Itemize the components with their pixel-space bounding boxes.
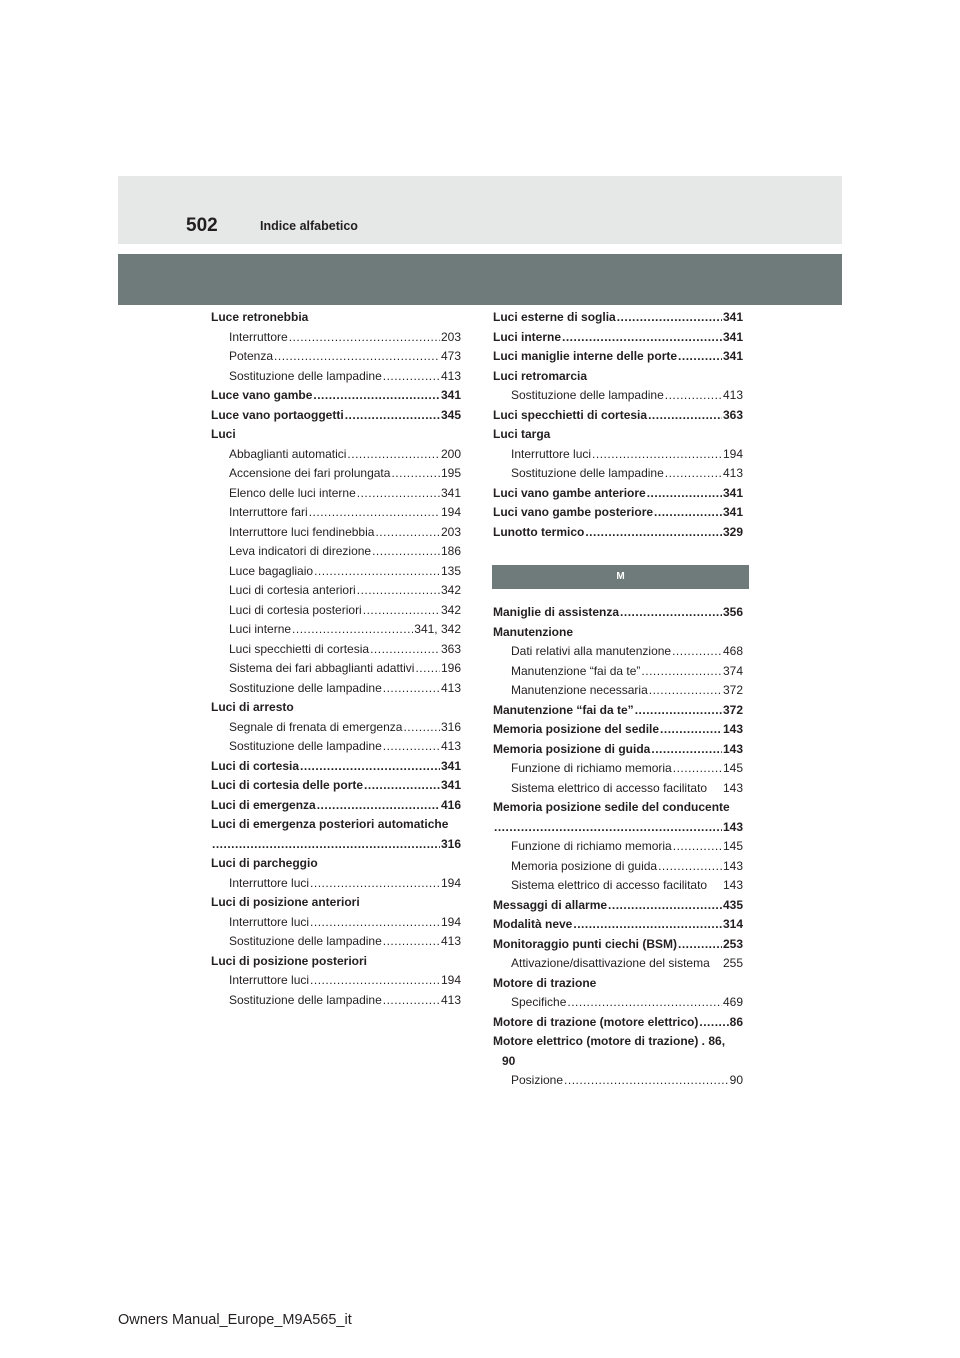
- index-entry-page: 341: [722, 505, 743, 519]
- index-entry: [211, 796, 461, 816]
- index-subentry: [493, 876, 743, 896]
- dot-leader: [585, 523, 722, 543]
- index-group-l: [493, 308, 743, 542]
- index-subentry: [211, 991, 461, 1011]
- index-entry-page: 203: [440, 329, 461, 344]
- index-entry-term: Sistema elettrico di accesso facilitato: [511, 780, 708, 795]
- index-subentry: [211, 679, 461, 699]
- index-entry-term: Luci di cortesia: [211, 758, 300, 773]
- index-entry-page: 316: [440, 719, 461, 734]
- index-entry-page: 143: [722, 741, 743, 756]
- index-entry-term: Potenza: [229, 349, 274, 363]
- index-subentry: [493, 857, 743, 877]
- index-entry: [493, 701, 743, 721]
- header-band: [118, 176, 842, 244]
- index-subentry: [493, 1071, 743, 1091]
- index-entry-term: Interruttore luci: [229, 914, 310, 929]
- index-entry-page: 341: [722, 485, 743, 500]
- index-entry-page: 145: [722, 839, 743, 853]
- dot-leader: [651, 740, 722, 760]
- index-entry-page: 329: [722, 524, 743, 539]
- index-entry-page: 374: [722, 663, 743, 678]
- index-entry-term: Luci di emergenza: [211, 797, 316, 812]
- index-entry-page: 363: [722, 407, 743, 422]
- index-entry-page: 413: [440, 368, 461, 383]
- index-entry: [493, 896, 743, 916]
- dot-leader: [678, 347, 722, 367]
- index-group-m: [493, 603, 743, 1091]
- index-entry-term: Sostituzione delle lampadine: [511, 388, 664, 402]
- index-entry-page: 345: [440, 407, 461, 422]
- index-subentry: [493, 759, 743, 779]
- index-entry-term: Motore di trazione (motore elettrico): [493, 1014, 699, 1029]
- dot-leader: [310, 874, 440, 894]
- index-entry-page: 413: [440, 992, 461, 1007]
- letter-heading-m: M: [492, 565, 749, 589]
- index-subentry: [211, 484, 461, 504]
- index-subentry: [493, 642, 743, 662]
- dot-leader: [641, 662, 722, 682]
- index-entry-term: Manutenzione “fai da te”: [493, 702, 634, 717]
- index-entry-page: 413: [440, 680, 461, 695]
- index-entry: [493, 503, 743, 523]
- dot-leader: [665, 464, 722, 484]
- index-entry-term: Luci: [211, 427, 236, 441]
- index-entry-page: 196: [440, 661, 461, 675]
- index-entry-page: 341: [440, 388, 461, 402]
- index-entry: [493, 367, 743, 387]
- index-entry: [493, 308, 743, 328]
- index-entry-page: 473: [440, 349, 461, 363]
- index-entry-term: Luci interne: [229, 622, 292, 636]
- dot-leader: [562, 328, 722, 348]
- dot-leader: [383, 737, 440, 757]
- index-entry-term: Luce vano portaoggetti: [211, 407, 344, 422]
- index-entry-page: 194: [440, 914, 461, 929]
- index-entry-page: 468: [722, 644, 743, 658]
- index-subentry: [211, 464, 461, 484]
- index-entry-term: 90: [502, 1053, 516, 1068]
- index-entry-term: Maniglie di assistenza: [493, 605, 620, 619]
- index-entry-term: Luci maniglie interne delle porte: [493, 349, 678, 363]
- index-entry-term: Abbaglianti automatici: [229, 446, 347, 461]
- index-subentry: [493, 837, 743, 857]
- index-entry-term: Monitoraggio punti ciechi (BSM): [493, 936, 677, 951]
- header-dark-band: [118, 254, 842, 305]
- index-entry-term: Luci di emergenza posteriori automatiche: [211, 817, 449, 831]
- index-entry: [211, 406, 461, 426]
- index-entry: [493, 798, 743, 818]
- index-subentry: [211, 971, 461, 991]
- index-entry-page: 194: [440, 973, 461, 987]
- dot-leader: [383, 367, 440, 387]
- index-entry-page: 363: [440, 641, 461, 656]
- index-entry-page: 435: [722, 897, 743, 912]
- index-entry-page: 372: [722, 702, 743, 717]
- index-entry-term: Luci di cortesia delle porte: [211, 778, 364, 792]
- dot-leader: [567, 993, 722, 1013]
- dot-leader: [383, 679, 440, 699]
- dot-leader: [309, 503, 440, 523]
- index-subentry: [211, 503, 461, 523]
- index-entry-term: Specifiche: [511, 995, 567, 1009]
- dot-leader: [678, 935, 722, 955]
- index-entry-term: Dati relativi alla manutenzione: [511, 644, 672, 658]
- index-entry-term: Manutenzione: [493, 624, 573, 639]
- index-entry-term: Segnale di frenata di emergenza: [229, 719, 403, 734]
- index-entry-term: Interruttore luci fendinebbia: [229, 524, 375, 539]
- index-subentry: [493, 464, 743, 484]
- index-subentry: [493, 993, 743, 1013]
- index-subentry: [493, 681, 743, 701]
- index-entry-page: 143: [722, 819, 743, 834]
- index-entry-page: 194: [440, 505, 461, 519]
- index-entry-page: 253: [722, 936, 743, 951]
- index-entry-page: 413: [440, 739, 461, 753]
- index-entry-page: 143: [722, 878, 743, 892]
- dot-leader: [372, 542, 440, 562]
- dot-leader: [647, 484, 722, 504]
- index-entry-term: Luce retronebbia: [211, 310, 309, 324]
- dot-leader: [375, 523, 440, 543]
- index-entry-term: Luci retromarcia: [493, 368, 588, 383]
- index-entry-term: Messaggi di allarme: [493, 897, 608, 912]
- index-entry: [493, 740, 743, 760]
- index-entry-term: Manutenzione “fai da te”: [511, 663, 641, 678]
- index-entry-term: Elenco delle luci interne: [229, 485, 356, 500]
- index-entry-page: 469: [722, 995, 743, 1009]
- index-entry: [211, 776, 461, 796]
- index-entry-term: Motore di trazione: [493, 975, 597, 990]
- index-entry-term: Luci vano gambe posteriore: [493, 505, 654, 519]
- index-entry-page: 143: [722, 780, 743, 795]
- index-subentry: [211, 874, 461, 894]
- index-subentry: [211, 718, 461, 738]
- index-entry-term: Luci targa: [493, 427, 551, 441]
- dot-leader: [494, 818, 722, 838]
- dot-leader: [635, 701, 722, 721]
- dot-leader: [274, 347, 440, 367]
- index-entry-term: Accensione dei fari prolungata: [229, 466, 391, 480]
- dot-leader: [292, 620, 413, 640]
- index-entry-term: Interruttore luci: [229, 875, 310, 890]
- index-entry-term: Funzione di richiamo memoria: [511, 761, 672, 775]
- dot-leader: [363, 601, 440, 621]
- index-entry-page: 143: [722, 722, 743, 736]
- dot-leader: [370, 640, 440, 660]
- dot-leader: [617, 308, 722, 328]
- index-entry: [493, 523, 743, 543]
- index-entry-term: Luci interne: [493, 329, 562, 344]
- section-title: Indice alfabetico: [260, 219, 358, 233]
- index-entry: [493, 347, 743, 367]
- dot-leader: [310, 971, 440, 991]
- index-entry: [211, 308, 461, 328]
- index-entry-page: 186: [440, 544, 461, 558]
- index-entry: [211, 893, 461, 913]
- index-entry: [211, 815, 461, 835]
- index-entry: [493, 406, 743, 426]
- dot-leader: [357, 484, 440, 504]
- index-entry-page: 135: [440, 563, 461, 578]
- index-entry-term: Memoria posizione di guida: [493, 741, 651, 756]
- dot-leader: [654, 503, 722, 523]
- dot-leader: [672, 642, 722, 662]
- index-entry: [211, 757, 461, 777]
- index-entry: [493, 484, 743, 504]
- index-entry-page: 314: [722, 917, 743, 931]
- dot-leader: [648, 406, 722, 426]
- index-subentry: [211, 445, 461, 465]
- index-subentry: [211, 737, 461, 757]
- index-entry: [211, 386, 461, 406]
- dot-leader: [403, 718, 440, 738]
- dot-leader: [564, 1071, 729, 1091]
- index-subentry: [211, 640, 461, 660]
- index-entry-term: Interruttore: [229, 329, 288, 344]
- dot-leader: [212, 835, 440, 855]
- index-entry-term: Manutenzione necessaria: [511, 683, 648, 697]
- index-entry: [493, 623, 743, 643]
- index-subentry: [211, 542, 461, 562]
- index-entry-term: Posizione: [511, 1073, 564, 1087]
- dot-leader: [345, 406, 440, 426]
- index-subentry: [493, 445, 743, 465]
- index-entry-page: 255: [722, 956, 743, 970]
- index-entry-page: 341: [440, 778, 461, 792]
- index-entry-page: 341: [722, 349, 743, 363]
- index-subentry: [211, 913, 461, 933]
- index-entry: [493, 720, 743, 740]
- index-entry-page: 342: [440, 583, 461, 597]
- index-entry-page: 341: [722, 310, 743, 324]
- footer-manual-id: Owners Manual_Europe_M9A565_it: [118, 1312, 352, 1328]
- index-subentry: [211, 328, 461, 348]
- dot-leader: [317, 796, 440, 816]
- index-entry-term: Luci di posizione posteriori: [211, 953, 368, 968]
- index-entry: [211, 835, 461, 855]
- index-entry-term: Leva indicatori di direzione: [229, 544, 372, 558]
- dot-leader: [608, 896, 722, 916]
- index-subentry: [493, 954, 743, 974]
- dot-leader: [383, 932, 440, 952]
- index-entry-term: Attivazione/disattivazione del sistema: [511, 956, 710, 970]
- index-entry-term: Sostituzione delle lampadine: [229, 368, 382, 383]
- index-entry: [211, 425, 461, 445]
- index-entry-term: Memoria posizione sedile del conducente: [493, 800, 730, 814]
- dot-leader: [573, 915, 722, 935]
- dot-leader: [658, 857, 722, 877]
- index-entry-page: 356: [722, 605, 743, 619]
- index-entry-page: 341: [440, 758, 461, 773]
- index-subentry: [493, 662, 743, 682]
- index-subentry: [211, 581, 461, 601]
- index-entry-term: Luci di cortesia posteriori: [229, 602, 362, 617]
- index-subentry: [211, 367, 461, 387]
- index-subentry: [493, 779, 743, 799]
- index-entry-term: Sostituzione delle lampadine: [229, 739, 382, 753]
- dot-leader: [300, 757, 440, 777]
- index-entry: [493, 935, 743, 955]
- index-entry-term: Interruttore luci: [229, 973, 310, 987]
- index-entry-term: Lunotto termico: [493, 524, 585, 539]
- index-entry: [211, 698, 461, 718]
- index-entry-page: 90: [729, 1073, 743, 1087]
- index-entry-page: 341: [440, 485, 461, 500]
- index-subentry: [493, 386, 743, 406]
- index-entry-page: 341: [722, 329, 743, 344]
- dot-leader: [673, 837, 722, 857]
- index-entry-page: 194: [722, 446, 743, 461]
- index-entry-term: Luci di parcheggio: [211, 856, 318, 870]
- index-entry-page: 200: [440, 446, 461, 461]
- index-entry-term: Sostituzione delle lampadine: [229, 680, 382, 695]
- dot-leader: [391, 464, 440, 484]
- dot-leader: [383, 991, 440, 1011]
- index-entry-term: Luci di arresto: [211, 700, 294, 714]
- index-entry-term: Memoria posizione del sedile: [493, 722, 660, 736]
- index-entry: [493, 425, 743, 445]
- dot-leader: [699, 1013, 728, 1033]
- dot-leader: [665, 386, 722, 406]
- index-entry-term: Memoria posizione di guida: [511, 858, 658, 873]
- index-entry-page: 143: [722, 858, 743, 873]
- dot-leader: [310, 913, 440, 933]
- index-column-right: [493, 308, 743, 1091]
- index-entry-page: 194: [440, 875, 461, 890]
- index-subentry: [211, 347, 461, 367]
- index-entry: [211, 952, 461, 972]
- dot-leader: [649, 681, 722, 701]
- index-entry: [493, 1013, 743, 1033]
- dot-leader: [620, 603, 722, 623]
- index-entry-page: 86: [729, 1014, 743, 1029]
- index-entry-term: Luce vano gambe: [211, 388, 313, 402]
- index-entry-page: 413: [722, 388, 743, 402]
- index-entry: [493, 974, 743, 994]
- index-entry-term: Modalità neve: [493, 917, 573, 931]
- index-subentry: [211, 562, 461, 582]
- dot-leader: [357, 581, 440, 601]
- dot-leader: [415, 659, 440, 679]
- index-entry-term: Luci specchietti di cortesia: [493, 407, 648, 422]
- index-entry-term: Sostituzione delle lampadine: [229, 992, 382, 1007]
- index-subentry: [211, 932, 461, 952]
- dot-leader: [673, 759, 722, 779]
- index-entry-page: 145: [722, 761, 743, 775]
- index-entry: [211, 854, 461, 874]
- index-entry: [493, 1032, 743, 1052]
- index-entry-page: 195: [440, 466, 461, 480]
- index-entry-page: 372: [722, 683, 743, 697]
- index-subentry: [211, 620, 461, 640]
- dot-leader: [314, 562, 440, 582]
- dot-leader: [364, 776, 440, 796]
- index-subentry: [211, 659, 461, 679]
- page-number: 502: [186, 215, 218, 236]
- index-entry-page: 316: [440, 836, 461, 851]
- index-entry-term: Sostituzione delle lampadine: [511, 466, 664, 480]
- index-entry-term: Luci di posizione anteriori: [211, 895, 360, 909]
- index-entry-term: Funzione di richiamo memoria: [511, 839, 672, 853]
- index-entry-page: 413: [722, 466, 743, 480]
- dot-leader: [313, 386, 440, 406]
- index-entry-page: 416: [440, 797, 461, 812]
- index-subentry: [211, 601, 461, 621]
- index-entry-page: 413: [440, 934, 461, 948]
- index-entry: [493, 818, 743, 838]
- index-entry-term: Luci di cortesia anteriori: [229, 583, 356, 597]
- index-entry: [493, 915, 743, 935]
- index-entry-page: 203: [440, 524, 461, 539]
- dot-leader: [347, 445, 440, 465]
- index-entry: [493, 603, 743, 623]
- index-entry-term: Interruttore fari: [229, 505, 308, 519]
- index-entry-term: Sistema elettrico di accesso facilitato: [511, 878, 708, 892]
- index-column-left: [211, 308, 461, 1010]
- dot-leader: [289, 328, 440, 348]
- index-entry-term: Luci specchietti di cortesia: [229, 641, 370, 656]
- index-entry: [493, 1052, 743, 1072]
- index-entry-term: Motore elettrico (motore di trazione) . 86,: [493, 1034, 726, 1048]
- index-entry-page: 341, 342: [414, 622, 461, 636]
- index-entry-term: Luci vano gambe anteriore: [493, 485, 646, 500]
- index-entry-term: Luce bagagliaio: [229, 563, 314, 578]
- index-entry-term: Luci esterne di soglia: [493, 310, 616, 324]
- index-subentry: [211, 523, 461, 543]
- dot-leader: [592, 445, 722, 465]
- index-entry-term: Sostituzione delle lampadine: [229, 934, 382, 948]
- index-entry-page: 342: [440, 602, 461, 617]
- dot-leader: [660, 720, 722, 740]
- index-entry-term: Interruttore luci: [511, 446, 592, 461]
- index-entry-term: Sistema dei fari abbaglianti adattivi: [229, 661, 415, 675]
- index-entry: [493, 328, 743, 348]
